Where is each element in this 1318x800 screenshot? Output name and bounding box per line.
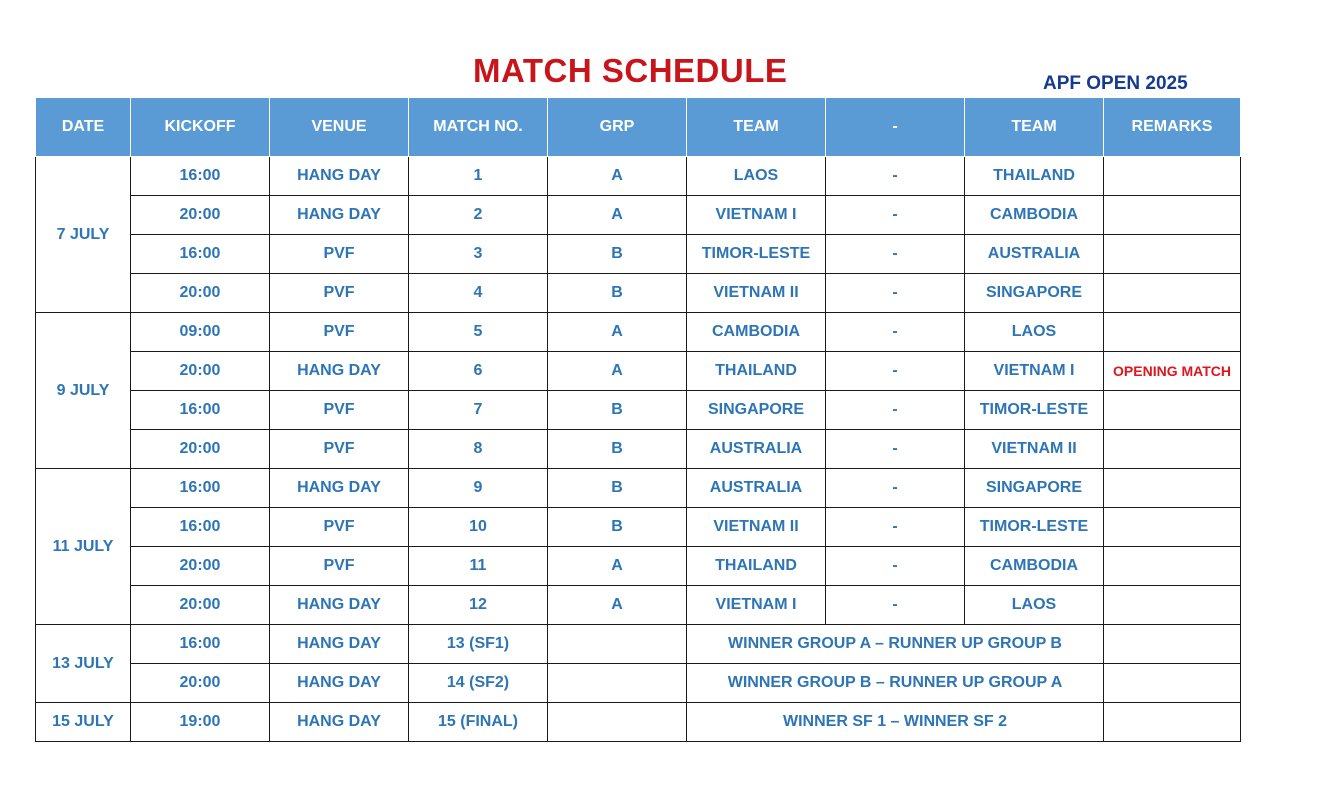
group-cell: A xyxy=(548,313,687,352)
venue-cell: HANG DAY xyxy=(270,586,409,625)
remarks-cell xyxy=(1104,703,1241,742)
team-home-cell: TIMOR-LESTE xyxy=(687,235,826,274)
remarks-cell xyxy=(1104,664,1241,703)
venue-cell: HANG DAY xyxy=(270,625,409,664)
kickoff-cell: 16:00 xyxy=(131,391,270,430)
date-cell: 11 JULY xyxy=(36,469,131,625)
remarks-cell xyxy=(1104,391,1241,430)
kickoff-cell: 16:00 xyxy=(131,235,270,274)
remarks-cell: OPENING MATCH xyxy=(1104,352,1241,391)
team-away-cell: THAILAND xyxy=(965,157,1104,196)
header-team-away: TEAM xyxy=(965,98,1104,157)
venue-cell: HANG DAY xyxy=(270,469,409,508)
team-away-cell: SINGAPORE xyxy=(965,469,1104,508)
venue-cell: HANG DAY xyxy=(270,352,409,391)
table-row xyxy=(36,235,1241,274)
match-no-cell: 7 xyxy=(409,391,548,430)
table-row xyxy=(36,703,1241,742)
venue-cell: PVF xyxy=(270,235,409,274)
separator-cell: - xyxy=(826,313,965,352)
remarks-cell xyxy=(1104,196,1241,235)
kickoff-cell: 19:00 xyxy=(131,703,270,742)
group-cell: B xyxy=(548,469,687,508)
kickoff-cell: 16:00 xyxy=(131,508,270,547)
team-home-cell: AUSTRALIA xyxy=(687,469,826,508)
event-name: APF OPEN 2025 xyxy=(1043,73,1188,94)
group-cell: B xyxy=(548,508,687,547)
match-no-cell: 6 xyxy=(409,352,548,391)
team-away-cell: VIETNAM I xyxy=(965,352,1104,391)
team-home-cell: VIETNAM I xyxy=(687,196,826,235)
group-cell: B xyxy=(548,274,687,313)
kickoff-cell: 20:00 xyxy=(131,196,270,235)
team-away-cell: CAMBODIA xyxy=(965,547,1104,586)
match-no-cell: 4 xyxy=(409,274,548,313)
match-no-cell: 1 xyxy=(409,157,548,196)
venue-cell: PVF xyxy=(270,430,409,469)
venue-cell: PVF xyxy=(270,508,409,547)
venue-cell: HANG DAY xyxy=(270,664,409,703)
remarks-cell xyxy=(1104,157,1241,196)
team-away-cell: SINGAPORE xyxy=(965,274,1104,313)
table-row xyxy=(36,508,1241,547)
venue-cell: PVF xyxy=(270,313,409,352)
team-home-cell: THAILAND xyxy=(687,547,826,586)
match-no-cell: 15 (FINAL) xyxy=(409,703,548,742)
header-match-no: MATCH NO. xyxy=(409,98,548,157)
table-row xyxy=(36,547,1241,586)
kickoff-cell: 16:00 xyxy=(131,625,270,664)
header-date: DATE xyxy=(36,98,131,157)
kickoff-cell: 09:00 xyxy=(131,313,270,352)
header-remarks: REMARKS xyxy=(1104,98,1241,157)
remarks-cell xyxy=(1104,235,1241,274)
separator-cell: - xyxy=(826,235,965,274)
match-no-cell: 11 xyxy=(409,547,548,586)
venue-cell: PVF xyxy=(270,391,409,430)
match-schedule-table xyxy=(35,97,1241,742)
remarks-cell xyxy=(1104,274,1241,313)
group-cell xyxy=(548,703,687,742)
remarks-cell xyxy=(1104,547,1241,586)
team-away-cell: CAMBODIA xyxy=(965,196,1104,235)
venue-cell: HANG DAY xyxy=(270,703,409,742)
separator-cell: - xyxy=(826,469,965,508)
group-cell: A xyxy=(548,586,687,625)
kickoff-cell: 20:00 xyxy=(131,274,270,313)
table-row xyxy=(36,274,1241,313)
kickoff-cell: 20:00 xyxy=(131,586,270,625)
fixture-cell: WINNER SF 1 – WINNER SF 2 xyxy=(687,703,1104,742)
date-cell: 15 JULY xyxy=(36,703,131,742)
match-no-cell: 10 xyxy=(409,508,548,547)
team-away-cell: VIETNAM II xyxy=(965,430,1104,469)
table-row xyxy=(36,352,1241,391)
group-cell: A xyxy=(548,196,687,235)
header-kickoff: KICKOFF xyxy=(131,98,270,157)
date-cell: 13 JULY xyxy=(36,625,131,703)
separator-cell: - xyxy=(826,274,965,313)
kickoff-cell: 20:00 xyxy=(131,430,270,469)
venue-cell: HANG DAY xyxy=(270,196,409,235)
remarks-cell xyxy=(1104,586,1241,625)
remarks-cell xyxy=(1104,508,1241,547)
team-away-cell: AUSTRALIA xyxy=(965,235,1104,274)
table-row xyxy=(36,469,1241,508)
group-cell xyxy=(548,664,687,703)
team-home-cell: VIETNAM II xyxy=(687,274,826,313)
team-away-cell: LAOS xyxy=(965,586,1104,625)
table-row xyxy=(36,625,1241,664)
separator-cell: - xyxy=(826,508,965,547)
fixture-cell: WINNER GROUP B – RUNNER UP GROUP A xyxy=(687,664,1104,703)
date-cell: 7 JULY xyxy=(36,157,131,313)
match-no-cell: 13 (SF1) xyxy=(409,625,548,664)
table-row xyxy=(36,313,1241,352)
match-no-cell: 5 xyxy=(409,313,548,352)
kickoff-cell: 20:00 xyxy=(131,664,270,703)
team-home-cell: VIETNAM I xyxy=(687,586,826,625)
separator-cell: - xyxy=(826,547,965,586)
venue-cell: HANG DAY xyxy=(270,157,409,196)
header-venue: VENUE xyxy=(270,98,409,157)
table-row xyxy=(36,196,1241,235)
team-home-cell: VIETNAM II xyxy=(687,508,826,547)
group-cell xyxy=(548,625,687,664)
group-cell: A xyxy=(548,157,687,196)
kickoff-cell: 20:00 xyxy=(131,547,270,586)
team-away-cell: LAOS xyxy=(965,313,1104,352)
team-home-cell: SINGAPORE xyxy=(687,391,826,430)
match-no-cell: 12 xyxy=(409,586,548,625)
header-separator: - xyxy=(826,98,965,157)
table-row xyxy=(36,430,1241,469)
group-cell: B xyxy=(548,430,687,469)
table-row xyxy=(36,157,1241,196)
fixture-cell: WINNER GROUP A – RUNNER UP GROUP B xyxy=(687,625,1104,664)
kickoff-cell: 16:00 xyxy=(131,469,270,508)
separator-cell: - xyxy=(826,352,965,391)
separator-cell: - xyxy=(826,391,965,430)
match-no-cell: 9 xyxy=(409,469,548,508)
header-group: GRP xyxy=(548,98,687,157)
venue-cell: PVF xyxy=(270,274,409,313)
table-row xyxy=(36,586,1241,625)
group-cell: B xyxy=(548,391,687,430)
team-away-cell: TIMOR-LESTE xyxy=(965,508,1104,547)
remarks-cell xyxy=(1104,625,1241,664)
separator-cell: - xyxy=(826,586,965,625)
separator-cell: - xyxy=(826,196,965,235)
team-home-cell: CAMBODIA xyxy=(687,313,826,352)
table-row xyxy=(36,664,1241,703)
kickoff-cell: 20:00 xyxy=(131,352,270,391)
team-home-cell: LAOS xyxy=(687,157,826,196)
venue-cell: PVF xyxy=(270,547,409,586)
group-cell: B xyxy=(548,235,687,274)
remarks-cell xyxy=(1104,313,1241,352)
group-cell: A xyxy=(548,547,687,586)
separator-cell: - xyxy=(826,157,965,196)
group-cell: A xyxy=(548,352,687,391)
match-no-cell: 14 (SF2) xyxy=(409,664,548,703)
remarks-cell xyxy=(1104,430,1241,469)
date-cell: 9 JULY xyxy=(36,313,131,469)
match-no-cell: 2 xyxy=(409,196,548,235)
team-away-cell: TIMOR-LESTE xyxy=(965,391,1104,430)
separator-cell: - xyxy=(826,430,965,469)
kickoff-cell: 16:00 xyxy=(131,157,270,196)
header-row xyxy=(36,98,1241,157)
page-title: MATCH SCHEDULE xyxy=(473,52,788,89)
team-home-cell: AUSTRALIA xyxy=(687,430,826,469)
match-no-cell: 8 xyxy=(409,430,548,469)
team-home-cell: THAILAND xyxy=(687,352,826,391)
header-team-home: TEAM xyxy=(687,98,826,157)
table-row xyxy=(36,391,1241,430)
remarks-cell xyxy=(1104,469,1241,508)
match-no-cell: 3 xyxy=(409,235,548,274)
